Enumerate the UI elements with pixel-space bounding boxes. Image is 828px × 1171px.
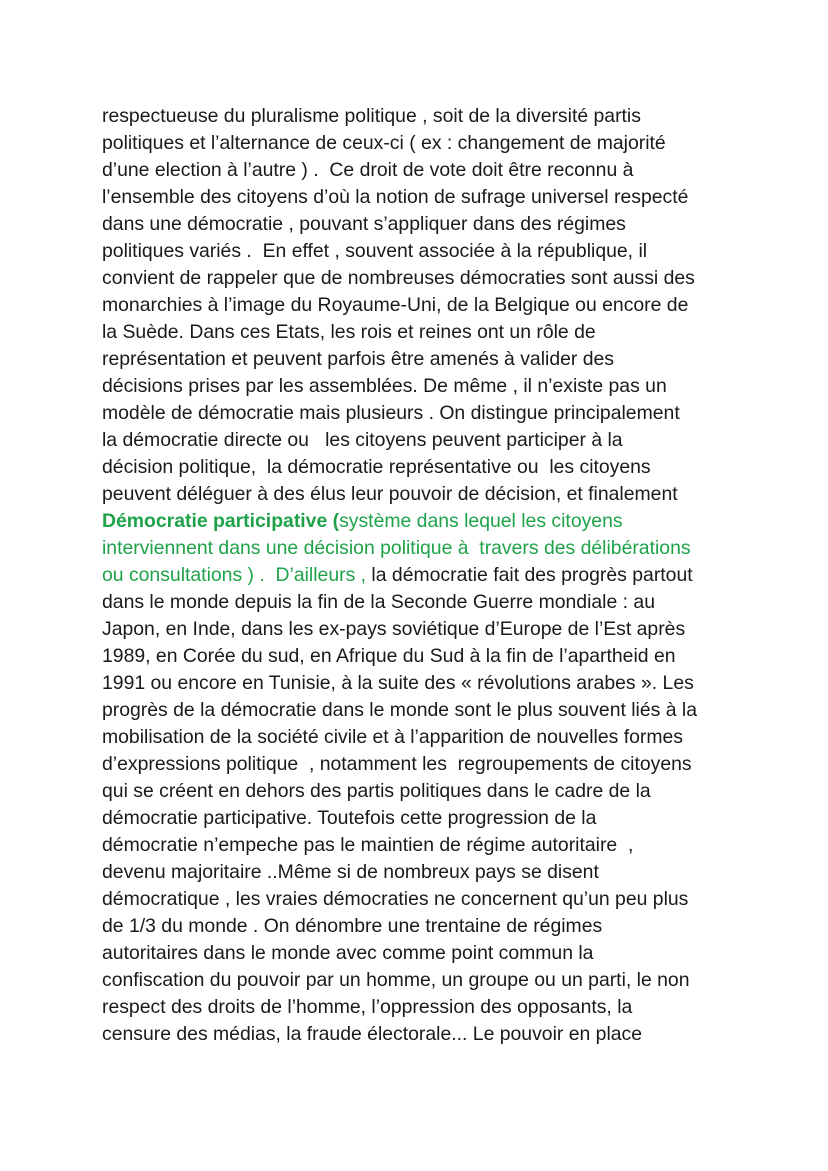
highlighted-line: [102, 508, 752, 535]
text-line: politiques et l’alternance de ceux-ci ( ex : changement de majorité: [102, 132, 666, 154]
text-line: qui se créent en dehors des partis politiques dans le cadre de la: [102, 780, 651, 802]
text-line: décision politique, la démocratie représentative ou les citoyens: [102, 456, 651, 478]
text-line: respectueuse du pluralisme politique , soit de la diversité partis: [102, 105, 641, 127]
text-line: autoritaires dans le monde avec comme point commun la: [102, 942, 594, 964]
text-line: représentation et peuvent parfois être amenés à valider des: [102, 348, 615, 370]
text-line: décisions prises par les assemblées. De même , il n’existe pas un: [102, 375, 667, 397]
text-line: l’ensemble des citoyens d’où la notion de sufrage universel respecté: [102, 186, 689, 208]
text-line: dans le monde depuis la fin de la Seconde Guerre mondiale : au: [102, 591, 655, 613]
text-line: devenu majoritaire ..Même si de nombreux pays se disent: [102, 861, 599, 883]
text-line: d’expressions politique , notamment les regroupements de citoyens: [102, 753, 692, 775]
text-line: modèle de démocratie mais plusieurs . On distingue principalement: [102, 402, 680, 424]
text-line: la démocratie directe ou les citoyens peuvent participer à la: [102, 429, 623, 451]
text-line: démocratie n’empeche pas le maintien de régime autoritaire ,: [102, 834, 634, 856]
text-line: politiques variés . En effet , souvent associée à la république, il: [102, 240, 648, 262]
text-line: démocratique , les vraies démocraties ne concernent qu’un peu plus: [102, 888, 689, 910]
body-text: [102, 103, 752, 1048]
text-line: 1991 ou encore en Tunisie, à la suite des « révolutions arabes ». Les: [102, 672, 694, 694]
text-line: Japon, en Inde, dans les ex-pays soviétique d’Europe de l’Est après: [102, 618, 686, 640]
text-line: progrès de la démocratie dans le monde sont le plus souvent liés à la: [102, 699, 697, 721]
highlighted-line: [102, 562, 752, 589]
text-line: censure des médias, la fraude électorale... Le pouvoir en place: [102, 1023, 643, 1045]
text-line: respect des droits de l’homme, l’oppression des opposants, la: [102, 996, 633, 1018]
text-line: confiscation du pouvoir par un homme, un groupe ou un parti, le non: [102, 969, 690, 991]
text-line: monarchies à l’image du Royaume-Uni, de la Belgique ou encore de: [102, 294, 689, 316]
text-line: dans une démocratie , pouvant s’appliquer dans des régimes: [102, 213, 626, 235]
text-line: la Suède. Dans ces Etats, les rois et reines ont un rôle de: [102, 321, 596, 343]
highlighted-term: Démocratie participative (: [102, 510, 340, 532]
text-line: d’une election à l’autre ) . Ce droit de vote doit être reconnu à: [102, 159, 634, 181]
text-line: peuvent déléguer à des élus leur pouvoir de décision, et finalement: [102, 483, 678, 505]
text-line: de 1/3 du monde . On dénombre une trentaine de régimes: [102, 915, 603, 937]
text-line: mobilisation de la société civile et à l’apparition de nouvelles formes: [102, 726, 683, 748]
text-fragment: la démocratie fait des progrès partout: [366, 564, 693, 586]
highlighted-connector: ou consultations ) . D’ailleurs ,: [102, 564, 367, 586]
text-line: démocratie participative. Toutefois cette progression de la: [102, 807, 597, 829]
text-line: convient de rappeler que de nombreuses démocraties sont aussi des: [102, 267, 695, 289]
highlighted-line: interviennent dans une décision politique à travers des délibérations: [102, 537, 691, 559]
text-line: 1989, en Corée du sud, en Afrique du Sud à la fin de l’apartheid en: [102, 645, 676, 667]
highlighted-definition: système dans lequel les citoyens: [339, 510, 623, 532]
